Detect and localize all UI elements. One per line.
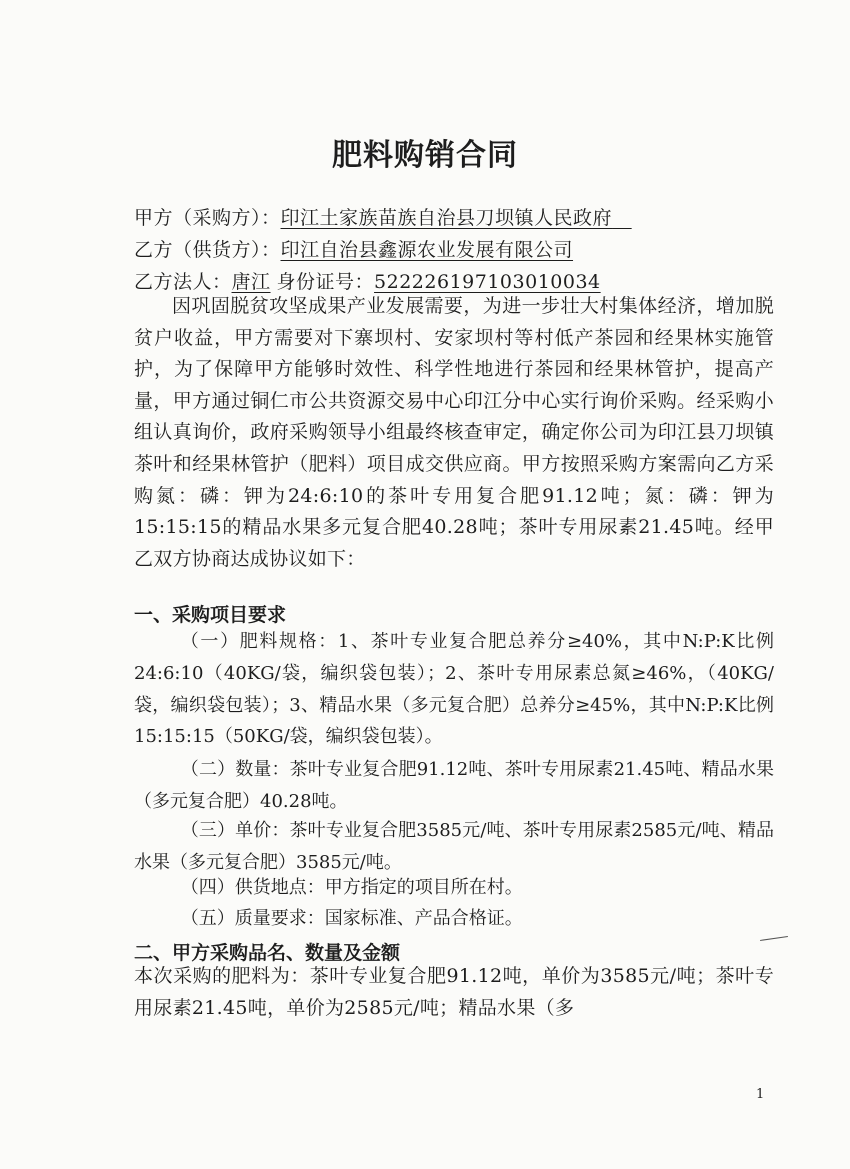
section1-item-4: （四）供货地点：甲方指定的项目所在村。 [180,877,523,898]
document-title: 肥料购销合同 [332,138,518,173]
party-b-line [134,235,573,262]
id-label: 身份证号： [276,271,375,293]
section1-item-5: （五）质量要求：国家标准、产品合格证。 [180,908,523,929]
intro-paragraph: 因巩固脱贫攻坚成果产业发展需要，为进一步壮大村集体经济，增加脱贫户收益，甲方需要对下寨坝村、安家坝村等村低产茶园和经果林实施管护，为了保障甲方能够时效性、科学性地进行茶园和经果林管护，提高产量，甲方通过铜仁市公共资源交易中心印江分中心实行询价采购。经采购小组认真询价，政府采购领导小组最终核查审定，确定你公司为印江县刀坝镇茶叶和经果林管护（肥料）项目成交供应商。甲方按照采购方案需向乙方采购氮：磷：钾为24:6:10的茶叶专用复合肥91.12吨；氮：磷：钾为15:15:15的精品水果多元复合肥40.28吨；茶叶专用尿素21.45吨。经甲乙双方协商达成协议如下： [134,295,774,570]
legal-rep-label: 乙方法人： [134,271,232,293]
party-b-value: 印江自治县鑫源农业发展有限公司 [280,239,574,261]
party-b-label: 乙方（供货方）： [134,239,281,261]
section1-heading: 一、采购项目要求 [134,604,287,626]
legal-rep-name: 唐江 [231,271,271,293]
section1-item-2: （二）数量：茶叶专业复合肥91.12吨、茶叶专用尿素21.45吨、精品水果（多元复合肥）40.28吨。 [134,759,774,812]
party-a-line [134,203,632,230]
legal-rep-line [134,267,601,294]
id-number: 522226197103010034 [374,271,601,293]
section1-item-1: （一）肥料规格：1、茶叶专业复合肥总养分≥40%，其中N:P:K比例24:6:10（40KG/袋，编织袋包装）；2、茶叶专用尿素总氮≥46%，（40KG/袋，编织袋包装）；3、精品水果（多元复合肥）总养分≥45%，其中N:P:K比例15:15:15（50KG/袋，编织袋包装）。 [134,631,774,748]
pen-mark [760,936,788,941]
party-a-label: 甲方（采购方）： [134,207,281,229]
section2-heading: 二、甲方采购品名、数量及金额 [134,942,401,964]
party-a-value: 印江土家族苗族自治县刀坝镇人民政府 [280,207,613,229]
section2-paragraph: 本次采购的肥料为：茶叶专业复合肥91.12吨，单价为3585元/吨；茶叶专用尿素21.45吨，单价为2585元/吨；精品水果（多 [134,965,774,1019]
section1-item-3: （三）单价：茶叶专业复合肥3585元/吨、茶叶专用尿素2585元/吨、精品水果（多元复合肥）3585元/吨。 [134,820,774,873]
page-number: 1 [756,1087,765,1102]
